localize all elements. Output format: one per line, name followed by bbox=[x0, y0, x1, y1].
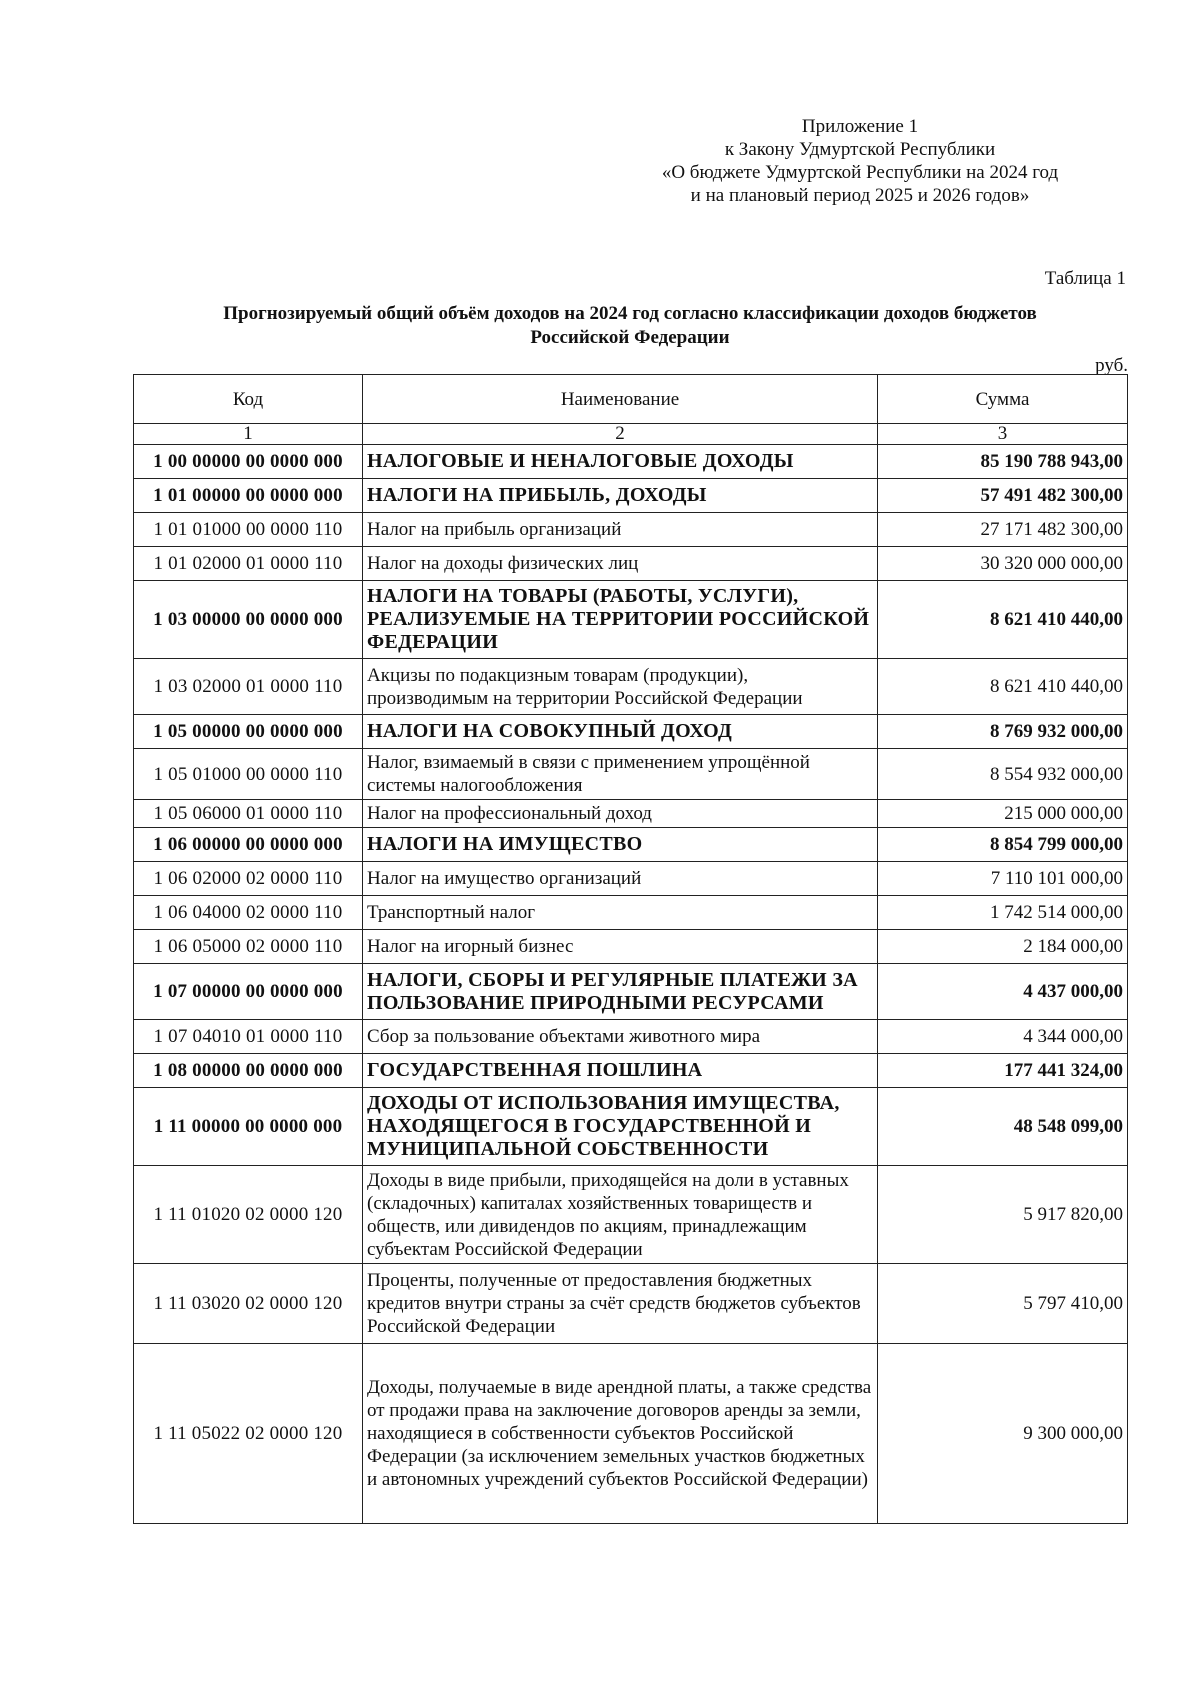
row-sum: 5 917 820,00 bbox=[878, 1166, 1128, 1264]
row-code: 1 11 01020 02 0000 120 bbox=[134, 1166, 363, 1264]
table-row bbox=[134, 445, 1128, 479]
table-row bbox=[134, 1020, 1128, 1054]
table-row bbox=[134, 715, 1128, 749]
row-code: 1 05 01000 00 0000 110 bbox=[134, 749, 363, 800]
row-name: НАЛОГИ НА ПРИБЫЛЬ, ДОХОДЫ bbox=[363, 479, 878, 513]
row-code: 1 01 02000 01 0000 110 bbox=[134, 547, 363, 581]
row-code: 1 01 01000 00 0000 110 bbox=[134, 513, 363, 547]
table-header-row bbox=[134, 375, 1128, 424]
row-sum: 8 621 410 440,00 bbox=[878, 659, 1128, 715]
row-name: НАЛОГОВЫЕ И НЕНАЛОГОВЫЕ ДОХОДЫ bbox=[363, 445, 878, 479]
table-row bbox=[134, 964, 1128, 1020]
table-row bbox=[134, 1344, 1128, 1524]
row-sum: 8 554 932 000,00 bbox=[878, 749, 1128, 800]
row-code: 1 05 00000 00 0000 000 bbox=[134, 715, 363, 749]
table-row bbox=[134, 749, 1128, 800]
row-name: Доходы в виде прибыли, приходящейся на доли в уставных (складочных) капиталах хозяйственных товариществ и обществ, или дивидендов по акциям, принадлежащим субъектам Российской Федерации bbox=[363, 1166, 878, 1264]
document-title bbox=[130, 302, 1130, 350]
row-name: ГОСУДАРСТВЕННАЯ ПОШЛИНА bbox=[363, 1054, 878, 1088]
document-title-line: Российской Федерации bbox=[530, 327, 730, 348]
row-name: Налог на игорный бизнес bbox=[363, 930, 878, 964]
column-number: 2 bbox=[363, 424, 878, 445]
row-name: Налог на доходы физических лиц bbox=[363, 547, 878, 581]
units-label: руб. bbox=[1095, 355, 1128, 376]
row-sum: 215 000 000,00 bbox=[878, 800, 1128, 828]
row-name: Налог на имущество организаций bbox=[363, 862, 878, 896]
row-name: ДОХОДЫ ОТ ИСПОЛЬЗОВАНИЯ ИМУЩЕСТВА, НАХОДЯЩЕГОСЯ В ГОСУДАРСТВЕННОЙ И МУНИЦИПАЛЬНОЙ СОБСТВЕННОСТИ bbox=[363, 1088, 878, 1166]
table-row bbox=[134, 513, 1128, 547]
row-code: 1 05 06000 01 0000 110 bbox=[134, 800, 363, 828]
row-sum: 9 300 000,00 bbox=[878, 1344, 1128, 1524]
appendix-line: и на плановый период 2025 и 2026 годов» bbox=[690, 185, 1030, 206]
row-sum: 4 344 000,00 bbox=[878, 1020, 1128, 1054]
row-name: Акцизы по подакцизным товарам (продукции), производимым на территории Российской Федерации bbox=[363, 659, 878, 715]
row-code: 1 01 00000 00 0000 000 bbox=[134, 479, 363, 513]
table-row bbox=[134, 479, 1128, 513]
row-sum: 27 171 482 300,00 bbox=[878, 513, 1128, 547]
appendix-line: «О бюджете Удмуртской Республики на 2024 год bbox=[661, 162, 1059, 183]
row-sum: 5 797 410,00 bbox=[878, 1264, 1128, 1344]
row-sum: 48 548 099,00 bbox=[878, 1088, 1128, 1166]
row-name: Налог на профессиональный доход bbox=[363, 800, 878, 828]
row-code: 1 06 00000 00 0000 000 bbox=[134, 828, 363, 862]
row-sum: 177 441 324,00 bbox=[878, 1054, 1128, 1088]
table-row bbox=[134, 800, 1128, 828]
table-row bbox=[134, 930, 1128, 964]
row-sum: 2 184 000,00 bbox=[878, 930, 1128, 964]
table-row bbox=[134, 862, 1128, 896]
row-code: 1 08 00000 00 0000 000 bbox=[134, 1054, 363, 1088]
table-number: Таблица 1 bbox=[1044, 268, 1126, 289]
row-code: 1 11 05022 02 0000 120 bbox=[134, 1344, 363, 1524]
appendix-line: Приложение 1 bbox=[801, 116, 919, 137]
row-name: НАЛОГИ, СБОРЫ И РЕГУЛЯРНЫЕ ПЛАТЕЖИ ЗА ПОЛЬЗОВАНИЕ ПРИРОДНЫМИ РЕСУРСАМИ bbox=[363, 964, 878, 1020]
row-sum: 4 437 000,00 bbox=[878, 964, 1128, 1020]
revenue-table bbox=[133, 374, 1128, 1524]
row-name: НАЛОГИ НА ИМУЩЕСТВО bbox=[363, 828, 878, 862]
row-name: Доходы, получаемые в виде арендной платы, а также средства от продажи права на заключение договоров аренды за земли, находящиеся в собственности субъектов Российской Федерации (за исключением земельных участков бюджетных и автономных учреждений субъектов Российской Федерации) bbox=[363, 1344, 878, 1524]
table-row bbox=[134, 1054, 1128, 1088]
table-row bbox=[134, 581, 1128, 659]
row-code: 1 07 04010 01 0000 110 bbox=[134, 1020, 363, 1054]
table-row bbox=[134, 1264, 1128, 1344]
column-header-code: Код bbox=[134, 375, 363, 424]
row-name: Проценты, полученные от предоставления бюджетных кредитов внутри страны за счёт средств бюджетов субъектов Российской Федерации bbox=[363, 1264, 878, 1344]
row-name: Налог на прибыль организаций bbox=[363, 513, 878, 547]
row-sum: 8 621 410 440,00 bbox=[878, 581, 1128, 659]
table-row bbox=[134, 1088, 1128, 1166]
document-title-line: Прогнозируемый общий объём доходов на 2024 год согласно классификации доходов бюджетов bbox=[223, 303, 1037, 324]
column-header-name: Наименование bbox=[363, 375, 878, 424]
row-code: 1 06 02000 02 0000 110 bbox=[134, 862, 363, 896]
column-number: 1 bbox=[134, 424, 363, 445]
row-sum: 7 110 101 000,00 bbox=[878, 862, 1128, 896]
row-name: Налог, взимаемый в связи с применением упрощённой системы налогообложения bbox=[363, 749, 878, 800]
table-row bbox=[134, 1166, 1128, 1264]
row-name: НАЛОГИ НА ТОВАРЫ (РАБОТЫ, УСЛУГИ), РЕАЛИЗУЕМЫЕ НА ТЕРРИТОРИИ РОССИЙСКОЙ ФЕДЕРАЦИИ bbox=[363, 581, 878, 659]
appendix-header bbox=[560, 115, 1160, 207]
row-name: Сбор за пользование объектами животного мира bbox=[363, 1020, 878, 1054]
row-code: 1 00 00000 00 0000 000 bbox=[134, 445, 363, 479]
table-row bbox=[134, 896, 1128, 930]
table-row bbox=[134, 547, 1128, 581]
appendix-line: к Закону Удмуртской Республики bbox=[724, 139, 996, 160]
row-code: 1 03 00000 00 0000 000 bbox=[134, 581, 363, 659]
column-header-sum: Сумма bbox=[878, 375, 1128, 424]
column-number-row bbox=[134, 424, 1128, 445]
row-name: НАЛОГИ НА СОВОКУПНЫЙ ДОХОД bbox=[363, 715, 878, 749]
row-sum: 1 742 514 000,00 bbox=[878, 896, 1128, 930]
table-row bbox=[134, 659, 1128, 715]
row-sum: 57 491 482 300,00 bbox=[878, 479, 1128, 513]
column-number: 3 bbox=[878, 424, 1128, 445]
row-code: 1 03 02000 01 0000 110 bbox=[134, 659, 363, 715]
row-sum: 8 769 932 000,00 bbox=[878, 715, 1128, 749]
row-code: 1 06 05000 02 0000 110 bbox=[134, 930, 363, 964]
row-code: 1 11 03020 02 0000 120 bbox=[134, 1264, 363, 1344]
row-sum: 30 320 000 000,00 bbox=[878, 547, 1128, 581]
row-sum: 8 854 799 000,00 bbox=[878, 828, 1128, 862]
row-code: 1 07 00000 00 0000 000 bbox=[134, 964, 363, 1020]
row-name: Транспортный налог bbox=[363, 896, 878, 930]
row-code: 1 06 04000 02 0000 110 bbox=[134, 896, 363, 930]
row-sum: 85 190 788 943,00 bbox=[878, 445, 1128, 479]
table-row bbox=[134, 828, 1128, 862]
row-code: 1 11 00000 00 0000 000 bbox=[134, 1088, 363, 1166]
